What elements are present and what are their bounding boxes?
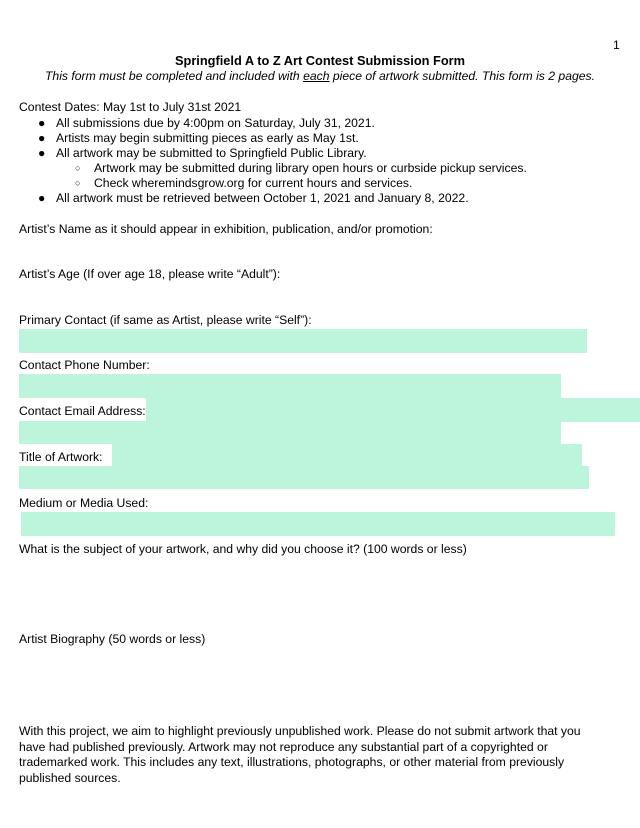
form-subtitle — [0, 69, 640, 84]
bullet-item: Artists may begin submitting pieces as early as May 1st. — [56, 131, 359, 145]
artwork-title-field-extra[interactable] — [19, 466, 589, 489]
artist-age-label: Artist’s Age (If over age 18, please write “Adult”): — [19, 267, 281, 281]
biography-label: Artist Biography (50 words or less) — [19, 632, 206, 646]
subtitle-after: piece of artwork submitted. This form is 2 pages. — [329, 69, 596, 83]
medium-label: Medium or Media Used: — [19, 496, 149, 510]
bullet-item: All artwork must be retrieved between October 1, 2021 and January 8, 2022. — [56, 191, 469, 205]
bullet-icon: ● — [38, 131, 46, 145]
contact-email-field[interactable] — [146, 398, 640, 422]
contest-dates: Contest Dates: May 1st to July 31st 2021 — [19, 100, 242, 114]
primary-contact-field[interactable] — [19, 329, 587, 353]
contact-email-label: Contact Email Address: — [19, 404, 146, 418]
contact-email-field-extra[interactable] — [19, 421, 561, 444]
sub-bullet-icon: ○ — [75, 163, 81, 173]
disclaimer-paragraph: With this project, we aim to highlight previously unpublished work. Please do not submit artwork that you have had published previously. Artwork may not reproduce any substantial part of a copyrighted or trademarked work. This includes any text, illustrations, photographs, or other material from previously published sources. — [19, 724, 581, 785]
contact-phone-field[interactable] — [19, 374, 561, 398]
bullet-item: All artwork may be submitted to Springfield Public Library. — [56, 146, 367, 160]
bullet-icon: ● — [38, 146, 46, 160]
sub-bullet-icon: ○ — [75, 178, 81, 188]
primary-contact-label: Primary Contact (if same as Artist, please write “Self”): — [19, 313, 312, 327]
sub-bullet-item: Check wheremindsgrow.org for current hours and services. — [94, 176, 413, 190]
bullet-icon: ● — [38, 191, 46, 205]
artwork-title-label: Title of Artwork: — [19, 450, 103, 464]
medium-field[interactable] — [21, 512, 615, 536]
subtitle-underlined: each — [303, 69, 330, 83]
subject-label: What is the subject of your artwork, and why did you choose it? (100 words or less) — [19, 542, 467, 556]
subtitle-before: This form must be completed and included with — [44, 69, 304, 83]
bullet-item: All submissions due by 4:00pm on Saturday, July 31, 2021. — [56, 116, 375, 130]
form-title: Springfield A to Z Art Contest Submission Form — [174, 53, 466, 68]
artist-name-label: Artist’s Name as it should appear in exhibition, publication, and/or promotion: — [19, 222, 433, 236]
sub-bullet-item: Artwork may be submitted during library open hours or curbside pickup services. — [94, 161, 527, 175]
bullet-icon: ● — [38, 116, 46, 130]
artwork-title-field[interactable] — [112, 444, 582, 466]
contact-phone-label: Contact Phone Number: — [19, 358, 150, 372]
page-number: 1 — [613, 38, 620, 52]
